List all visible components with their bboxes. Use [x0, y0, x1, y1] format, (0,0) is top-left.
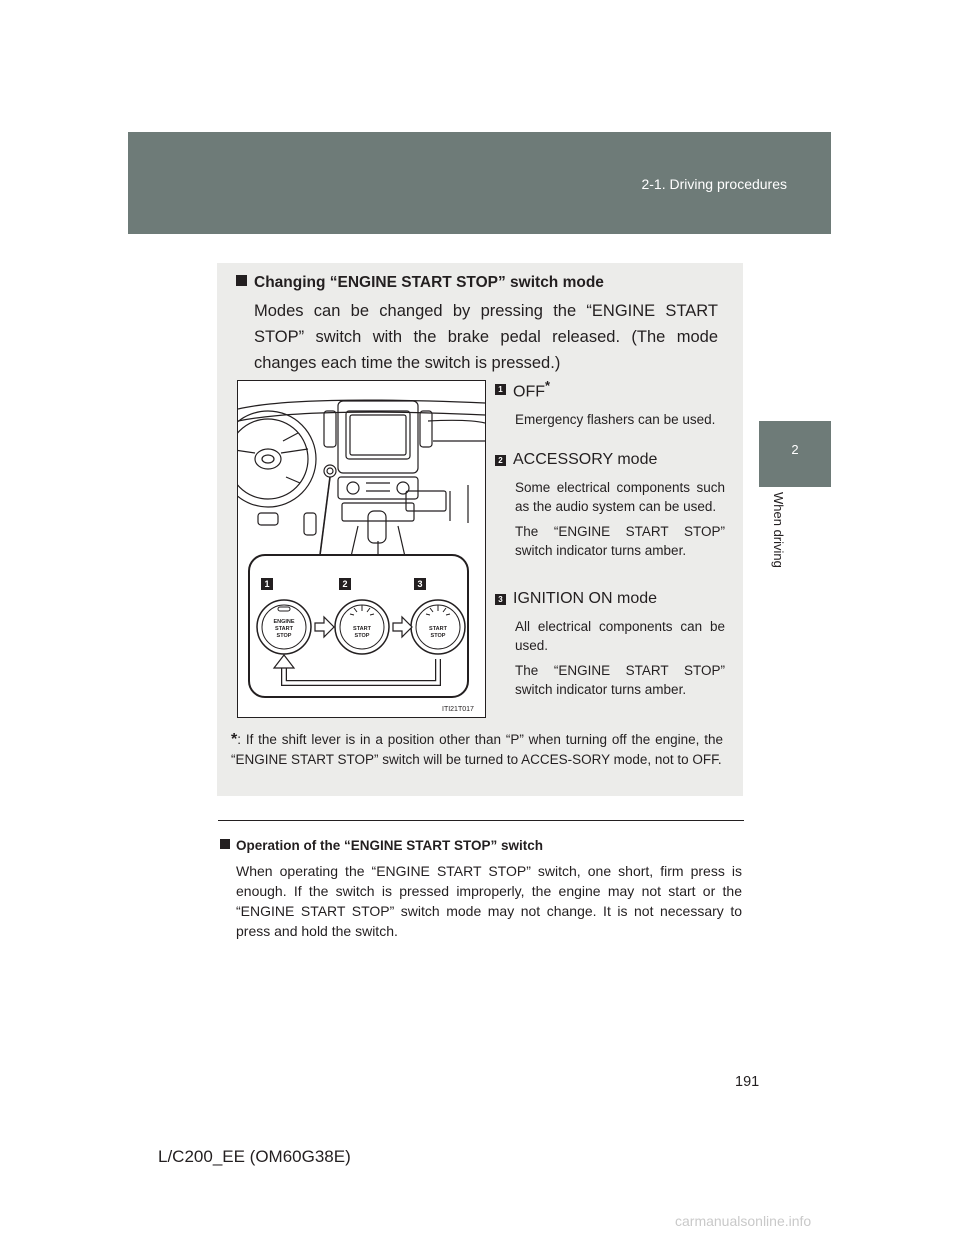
chapter-title: When driving [771, 492, 786, 568]
mode-desc: The “ENGINE START STOP” switch indicator turns amber. [515, 524, 725, 558]
operation-heading-text: Operation of the “ENGINE START STOP” switch [236, 838, 544, 853]
mode-off [495, 378, 725, 429]
svg-text:ENGINE: ENGINE [273, 619, 295, 625]
mode-number-1: 1 [495, 384, 506, 395]
switch-illustration [237, 380, 486, 718]
operation-body: When operating the “ENGINE START STOP” switch, one short, firm press is enough. If the switch is pressed improperly, the engine may not start or the “ENGINE START STOP” switch mode may not change. It is not necessary to press and hold the switch. [236, 863, 742, 939]
chapter-tab[interactable] [759, 421, 831, 487]
callout-1: 1 [264, 579, 270, 589]
mode-desc: Some electrical components such as the audio system can be used. [515, 480, 725, 514]
mode-ignition-on [495, 590, 725, 699]
mode-title-accessory: ACCESSORY mode [513, 451, 658, 468]
chapter-label [771, 492, 811, 652]
dashboard-drawing [238, 381, 485, 717]
svg-text:STOP: STOP [430, 633, 446, 639]
footnote [231, 730, 723, 769]
footnote-text: : If the shift lever is in a position other than “P” when turning off the engine, the “ENGINE START STOP” switch will be turned to ACCES-SORY mode, not to OFF. [231, 732, 723, 767]
mode-number-2: 2 [495, 455, 506, 466]
mode-title-ignition: IGNITION ON mode [513, 590, 658, 607]
mode-desc: The “ENGINE START STOP” switch indicator turns amber. [515, 663, 725, 697]
illustration-code: ITI21T017 [442, 706, 474, 713]
page-number: 191 [735, 1074, 760, 1090]
bullet-square-icon [236, 275, 247, 286]
mode-title-off: OFF* [513, 378, 551, 401]
bullet-square-icon [220, 839, 230, 849]
watermark: carmanualsonline.info [675, 1213, 812, 1229]
callout-3: 3 [417, 579, 423, 589]
svg-text:START: START [353, 626, 371, 632]
mode-accessory [495, 451, 725, 560]
svg-text:STOP: STOP [276, 633, 292, 639]
document-id: L/C200_EE (OM60G38E) [158, 1147, 351, 1166]
box-intro: Modes can be changed by pressing the “ENGINE START STOP” switch with the brake pedal released. (The mode changes each time the switch is pressed.) [254, 302, 718, 372]
footnote-marker: * [231, 731, 238, 748]
section-title: 2-1. Driving procedures [641, 176, 787, 192]
divider [218, 820, 744, 821]
mode-desc: Emergency flashers can be used. [515, 412, 716, 428]
chapter-number: 2 [791, 442, 799, 457]
mode-desc: All electrical components can be used. [515, 619, 725, 653]
mode-number-3: 3 [495, 594, 506, 605]
section-header [128, 132, 831, 234]
box-heading-text: Changing “ENGINE START STOP” switch mode [254, 274, 604, 291]
svg-text:START: START [429, 626, 447, 632]
operation-heading [220, 838, 543, 853]
svg-text:START: START [275, 626, 293, 632]
svg-text:STOP: STOP [354, 633, 370, 639]
box-heading [236, 274, 604, 292]
callout-2: 2 [342, 579, 348, 589]
